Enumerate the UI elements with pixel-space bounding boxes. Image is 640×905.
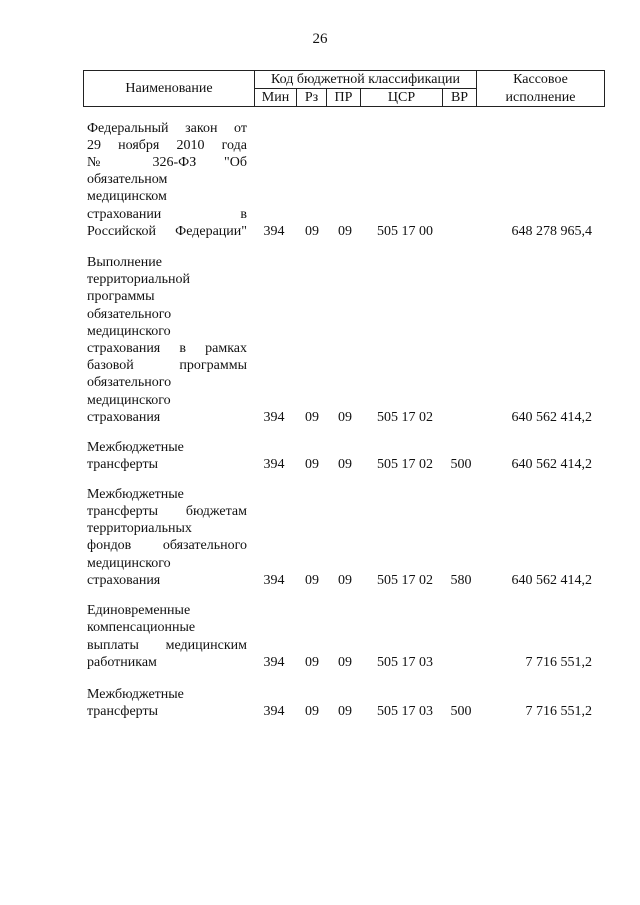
row-csr: 505 17 02 [377,456,433,472]
row-name-line: медицинского [87,323,171,339]
row-name-line: территориальной [87,272,190,288]
row-min: 394 [263,703,285,719]
row-name-line: обязательного [87,306,172,322]
row-csr: 505 17 02 [377,409,433,425]
row-name-line: фондов обязательного [87,538,247,554]
row-min: 394 [263,223,285,239]
row-name-line: выплаты медицинским [87,637,247,653]
row-cash: 640 562 414,2 [511,456,592,472]
row-name-line: страхования [87,572,161,588]
row-csr: 505 17 03 [377,654,433,670]
row-name-line: Межбюджетные [87,686,184,702]
row-vr: 500 [450,456,472,472]
row-name-line: страховании в [87,206,247,222]
row-rz: 09 [305,223,319,239]
row-cash: 640 562 414,2 [511,572,592,588]
header-rz: Рз [297,89,327,107]
row-cash: 640 562 414,2 [511,409,592,425]
row-rz: 09 [305,456,319,472]
row-name-line: медицинского [87,555,171,571]
row-csr: 505 17 00 [377,223,433,239]
row-cash: 7 716 551,2 [525,654,592,670]
row-pr: 09 [338,654,352,670]
row-name-line: Межбюджетные [87,439,184,455]
header-vr: ВР [443,89,477,107]
row-cash: 7 716 551,2 [525,703,592,719]
row-name-line: трансферты [87,456,159,472]
row-name-line: Федеральный закон от [87,120,247,136]
row-pr: 09 [338,223,352,239]
header-code-group: Код бюджетной классификации [255,71,477,89]
row-vr: 580 [450,572,472,588]
row-name-line: программы [87,289,155,305]
row-min: 394 [263,572,285,588]
row-name-line: Выполнение [87,254,162,270]
row-name-line: работникам [87,654,157,670]
row-rz: 09 [305,654,319,670]
row-csr: 505 17 02 [377,572,433,588]
row-name-line: обязательного [87,375,172,391]
row-name-line: Межбюджетные [87,486,184,502]
header-min: Мин [255,89,297,107]
row-pr: 09 [338,703,352,719]
row-name-line: компенсационные [87,620,196,636]
row-name-line: Российской Федерации" [87,223,247,239]
row-pr: 09 [338,456,352,472]
header-cash-line1: Кассовое [477,71,605,89]
row-cash: 648 278 965,4 [511,223,592,239]
row-name-line: обязательном [87,172,168,188]
row-rz: 09 [305,703,319,719]
row-name-line: 29 ноября 2010 года [87,137,247,153]
header-pr: ПР [327,89,361,107]
row-min: 394 [263,409,285,425]
row-name-line: страхования [87,409,161,425]
row-rz: 09 [305,409,319,425]
header-csr: ЦСР [361,89,443,107]
row-name-line: № 326-ФЗ "Об [87,154,247,170]
row-name-line: трансферты [87,703,159,719]
row-name-line: Единовременные [87,603,191,619]
header-cash-line2: исполнение [477,89,605,107]
row-vr: 500 [450,703,472,719]
row-pr: 09 [338,409,352,425]
row-min: 394 [263,654,285,670]
row-name [87,686,247,720]
row-pr: 09 [338,572,352,588]
row-min: 394 [263,456,285,472]
row-name-line: страхования в рамках [87,340,247,356]
row-name-line: медицинском [87,189,167,205]
row-name-line: базовой программы [87,358,247,374]
page-number: 26 [312,31,328,47]
row-name-line: трансферты бюджетам [87,503,247,519]
row-name-line: территориальных [87,521,192,537]
row-rz: 09 [305,572,319,588]
header-name: Наименование [84,71,255,107]
row-name-line: медицинского [87,392,171,408]
row-csr: 505 17 03 [377,703,433,719]
